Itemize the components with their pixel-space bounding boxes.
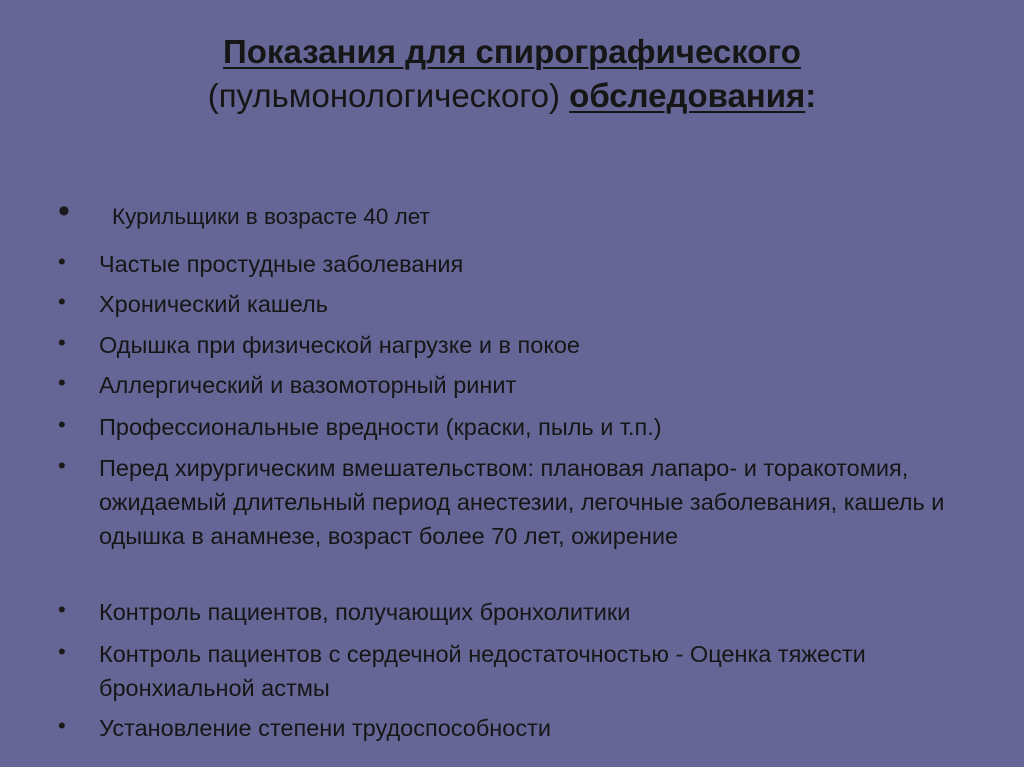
list-item-text: Одышка при физической нагрузке и в покое xyxy=(99,332,581,358)
list-item-text: Перед хирургическим вмешательством: плановая лапаро- и торакотомия, ожидаемый длительный период анестезии, легочные заболевания, кашель и одышка в анамнезе, возраст более 70 лет, ожирение xyxy=(99,455,945,549)
list-item-text: Аллергический и вазомоторный ринит xyxy=(99,372,517,398)
bullet-icon: • xyxy=(58,289,66,314)
list-item-text: Контроль пациентов с сердечной недостаточностью - Оценка тяжести бронхиальной астмы xyxy=(99,641,866,701)
list-item-text: Частые простудные заболевания xyxy=(99,251,464,277)
title-emphasis-text: обследования xyxy=(569,77,806,114)
title-colon: : xyxy=(805,77,817,114)
title-subtitle-text: (пульмонологического) xyxy=(207,77,570,114)
bullet-icon: • xyxy=(58,330,66,355)
bullet-icon: • xyxy=(58,192,70,230)
bullet-icon: • xyxy=(58,639,66,664)
bullet-icon: • xyxy=(58,597,66,622)
bullet-icon: • xyxy=(58,713,66,738)
list-item-text: Хронический кашель xyxy=(99,291,329,317)
bullet-icon: • xyxy=(58,370,66,395)
list-item-text: Курильщики в возрасте 40 лет xyxy=(112,204,430,229)
title-main-text: Показания для спирографического xyxy=(223,33,801,70)
list-item-text: Профессиональные вредности (краски, пыль и т.п.) xyxy=(99,414,662,440)
bullet-icon: • xyxy=(58,249,66,274)
list-item-text: Установление степени трудоспособности xyxy=(99,715,551,741)
bullet-icon: • xyxy=(58,412,66,437)
bullet-icon: • xyxy=(58,453,66,478)
list-item-text: Контроль пациентов, получающих бронхолитики xyxy=(99,599,631,625)
